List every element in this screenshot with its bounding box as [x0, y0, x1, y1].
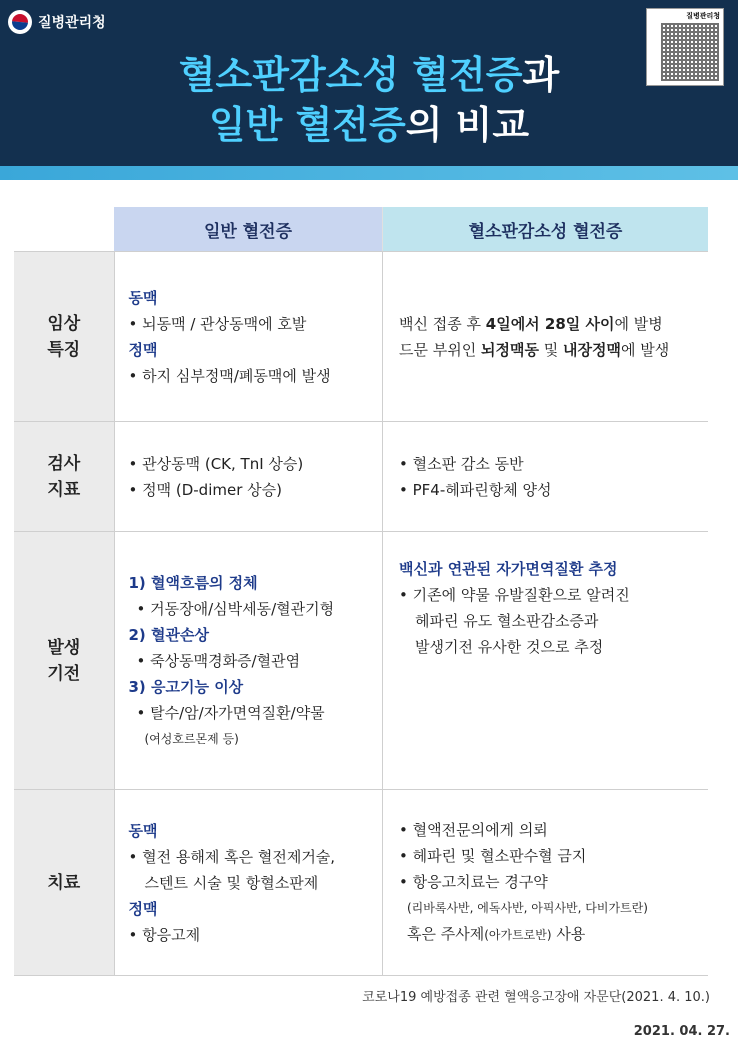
row-head-tests	[14, 422, 114, 532]
title-line1-rest: 과	[522, 53, 560, 97]
text-span: 사용	[551, 925, 586, 943]
subheading-stasis: 1) 혈액흐름의 정체	[128, 573, 258, 592]
qr-label: 질병관리청	[686, 12, 720, 20]
tts-clinical-line2	[399, 337, 708, 363]
header-general-thrombosis: 일반 혈전증	[114, 207, 383, 252]
list-item: • 하지 심부정맥/폐동맥에 발생	[128, 366, 331, 385]
row-head-line1: 발생	[47, 637, 81, 658]
list-item: • 정맥 (D-dimer 상승)	[128, 480, 282, 499]
cell-tests-general	[114, 422, 383, 532]
header-banner	[0, 0, 738, 166]
highlight-cvst: 뇌정맥동	[481, 340, 539, 359]
source-note: 코로나19 예방접종 관련 혈액응고장애 자문단(2021. 4. 10.)	[362, 990, 710, 1005]
subheading-autoimmune: 백신과 연관된 자가면역질환 추정	[399, 560, 618, 578]
tts-clinical-line1	[399, 311, 708, 337]
title-line2-highlight: 일반 혈전증	[208, 103, 406, 147]
list-item: • 혈전 용해제 혹은 혈전제거술,	[128, 847, 336, 866]
list-item: • 관상동맥 (CK, TnI 상승)	[128, 454, 304, 473]
title-line1-highlight: 혈소판감소성 혈전증	[178, 53, 523, 97]
agency-name: 질병관리청	[38, 15, 106, 31]
subheading-vein: 정맥	[128, 340, 158, 359]
list-item: • 항응고제	[128, 925, 201, 944]
list-item: • 기존에 약물 유발질환으로 알려진	[399, 586, 630, 604]
row-head-line1: 임상	[47, 313, 81, 334]
list-item: 헤파린 유도 혈소판감소증과	[415, 612, 599, 630]
subheading-artery: 동맥	[128, 821, 158, 840]
header-tts: 혈소판감소성 혈전증	[383, 207, 709, 252]
table-row-clinical	[14, 252, 708, 422]
text-span: 및	[538, 340, 563, 359]
table-row-tests	[14, 422, 708, 532]
list-item: 스텐트 시술 및 항혈소판제	[144, 873, 319, 892]
text-span: 에 발병	[614, 314, 663, 333]
table-header-row	[14, 207, 708, 252]
highlight-splanchnic: 내장정맥	[563, 340, 621, 359]
row-head-line2: 기전	[47, 663, 81, 684]
row-head-mechanism	[14, 532, 114, 790]
list-item: • 혈액전문의에게 의뢰	[399, 821, 548, 839]
header-stripe	[0, 166, 738, 180]
list-item: • PF4-헤파린항체 양성	[399, 480, 552, 499]
comparison-table	[14, 207, 708, 976]
row-head-line2: 지표	[47, 479, 81, 500]
list-item: • 헤파린 및 혈소판수혈 금지	[399, 847, 587, 865]
row-head-line1: 치료	[47, 872, 81, 893]
table-row-treatment	[14, 790, 708, 976]
row-head-line2: 특징	[47, 339, 81, 360]
text-span: (아가트로반)	[484, 928, 552, 942]
subheading-coagulation: 3) 응고기능 이상	[128, 677, 244, 696]
list-item-note: (리바록사반, 에독사반, 아픽사반, 다비가트란)	[407, 901, 648, 915]
cell-mechanism-general	[114, 532, 383, 790]
text-span: 혹은 주사제	[407, 925, 485, 943]
text-span: 에 발생	[620, 340, 670, 359]
text-span: 드문 부위인	[399, 340, 481, 359]
cell-clinical-general	[114, 252, 383, 422]
row-head-treatment	[14, 790, 114, 976]
list-item-note: (여성호르몬제 등)	[144, 731, 239, 746]
row-head-clinical	[14, 252, 114, 422]
cell-clinical-tts	[383, 252, 709, 422]
cell-tests-tts	[383, 422, 709, 532]
subheading-vein: 정맥	[128, 899, 158, 918]
row-head-line1: 검사	[47, 453, 81, 474]
list-item: • 뇌동맥 / 관상동맥에 호발	[128, 314, 307, 333]
cell-treatment-general	[114, 790, 383, 976]
header-corner	[14, 207, 114, 252]
list-item: • 죽상동맥경화증/혈관염	[136, 651, 301, 670]
list-item: • 혈소판 감소 동반	[399, 454, 524, 473]
subheading-vessel-injury: 2) 혈관손상	[128, 625, 209, 644]
page-title	[0, 50, 738, 150]
title-line2-rest: 의 비교	[405, 103, 530, 147]
agency-logo	[8, 10, 106, 34]
publish-date: 2021. 04. 27.	[633, 1024, 730, 1039]
taegeuk-icon	[8, 10, 32, 34]
list-item	[399, 921, 708, 948]
cell-treatment-tts	[383, 790, 709, 976]
table-row-mechanism	[14, 532, 708, 790]
list-item: • 거동장애/심박세동/혈관기형	[136, 599, 335, 618]
highlight-days: 4일에서 28일 사이	[485, 314, 615, 333]
cell-mechanism-tts	[383, 532, 709, 790]
subheading-artery: 동맥	[128, 288, 158, 307]
list-item: • 탈수/암/자가면역질환/약물	[136, 703, 325, 722]
text-span: 백신 접종 후	[399, 314, 486, 333]
list-item: 발생기전 유사한 것으로 추정	[415, 638, 604, 656]
list-item: • 항응고치료는 경구약	[399, 873, 548, 891]
